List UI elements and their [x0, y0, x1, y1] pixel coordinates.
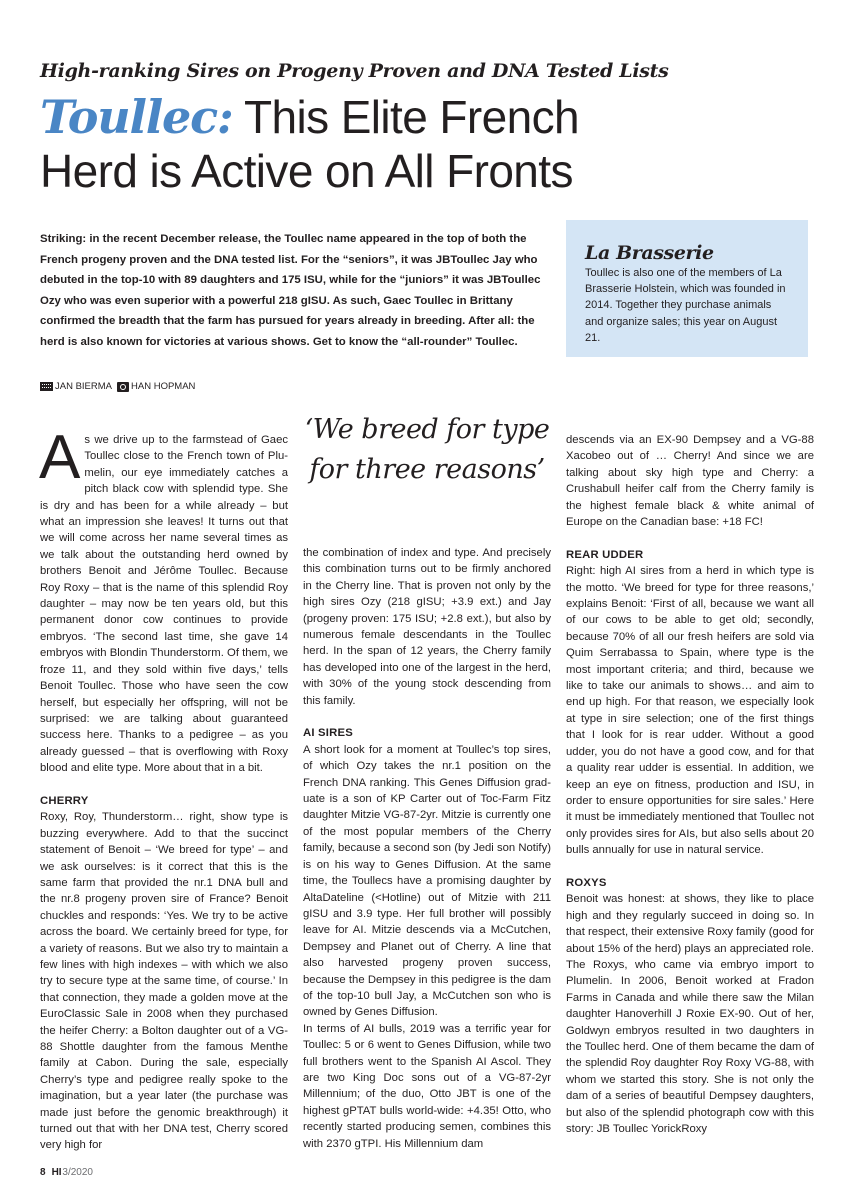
paragraph-ai-sires-continued: descends via an EX-90 Dempsey and a VG-88 Xacobeo out of … Cherry! And since we are talking about sky high type and Cherry: a Crushabull heifer calf from the Cherry family is the highest female black & white animal of Europe on the Canadian base: +18 FC! [566, 434, 814, 529]
section-heading-rear-udder: REAR UDDER [566, 548, 644, 561]
page-title [40, 90, 680, 198]
opening-paragraph-text: s we drive up to the farmstead of Gaec Toullec close to the French town of Plumelin, our eye immediately catches a pitch black cow with splendid type. She is dry and has been for a while already – but what an impression she leaves! It turns out that we will come across her name several times as we talk about the outstanding herd owned by brothers Benoit and Jérôme Toullec. Because Roy Roxy – that is the name of this splendid Roy daughter – may now be ten years old, but this permanent donor cow continues to provide embryos. ‘The second last time, she gave 14 embryos with Blondin Thunderstorm. Of them, we froze 11, and they sold within five days,’ tells Benoit Toullec. Those who have seen the cow herself, but especially her offspring, will not be surprised: we are talking about guaranteed success here. Thanks to a pedigree – as you already guessed – that is overflowing with Roxy blood and elite type. More about that in a bit. [40, 434, 288, 775]
paragraph-ai-sires-1: A short look for a moment at Toullec’s top sires, of which Ozy takes the nr.1 position on the French DNA ranking. This Genes Diffusion graduate is a son of KP Carter out of Toc-Farm Fitz daughter Mitzie VG-87-2yr. Mitzie is currently one of the most popular members of the Cherry family, because a second son (by Jedi son Notify) is on his way to Genes Diffusion. At the same time, the Toullecs have a promising daughter by AltaDateline (<Hotline) out of Mitzie with 211 gISU and 3.9 type. Her full brother will possibly leave for AI. Mitzie descends via a McCutchen, Dempsey and Planet out of Cherry. A line that also harvested progeny proven success, because the Dempsey in this pedigree is the dam of the top-10 bull Jay, a McCutchen son who is owned by Genes Diffusion. [303, 743, 551, 1019]
drop-cap: A [39, 423, 81, 492]
paragraph-roxys: Benoit was honest: at shows, they like to place high and they regularly succeed in doing so. In that respect, their extensive Roxy family (good for about 15% of the herd) plays an appreciated role. The Roxys, who came via embryo import to Plumelin. In 2006, Benoit worked at Fradon Farms in Canada and while there saw the Milan daughter Hanoverhill J Roxie EX-90. Out of her, Goldwyn embryos resulted in two daughters in the Toullec herd. One of them became the dam of the splendid Roy daughter Roy Roxy VG-88, with whom we started this story. She is not only the dam of a series of beautiful Dempsey daughters, but also of the splendid photograph cow with this story: JB Toullec YorickRoxy [566, 893, 815, 1136]
article-kicker: High-ranking Sires on Progeny Proven and DNA Tested Lists [40, 60, 669, 82]
article-column-3 [566, 432, 814, 1137]
paragraph-cherry-continued: the combination of index and type. And precisely this combination turns out to be firmly anchored in the Cherry line. That is proven not only by the high sires Ozy (218 gISU; +3.9 ext.) and Jay (progeny proven: 175 ISU; +2.8 ext.), but also by numerous female descendants in the Toullec herd. In the span of 12 years, the Cherry family has developed into one of the largest in the herd, with 30% of the young stock descending from this family. [303, 547, 551, 707]
camera-icon [117, 382, 129, 392]
page-footer [40, 1167, 93, 1178]
magazine-name: HI [51, 1167, 62, 1178]
sidebar-title: La Brasserie [585, 242, 714, 264]
article-column-1 [39, 423, 288, 1154]
paragraph-ai-sires-2: In terms of AI bulls, 2019 was a terrific year for Toullec: 5 or 6 went to Genes Diffusion, while two full brothers went to the Spanish AI Ascol. They are two King Doc sons out of a VG-87-2yr Millennium; of the duo, Otto JBT is one of the highest gPTAT bulls world-wide: +4.35! Otto, who recently started producing semen, combines this with 2370 gTPI. His Millennium dam [303, 1022, 551, 1150]
article-column-2 [303, 545, 551, 1152]
issue-number: 3/2020 [62, 1167, 93, 1178]
byline-photographer: HAN HOPMAN [131, 381, 196, 392]
paragraph-cherry: Roxy, Roy, Thunderstorm… right, show type is buzzing everywhere. Add to that the succinct statement of Benoit – ‘We breed for type’ – and we ask ourselves: is it correct that this is the same farm that provided the nr.1 DNA bull and the nr.8 progeny proven sire of France? Benoit chuckles and responds: ‘Yes. We try to be active across the board. We certainly breed for type, for a variety of reasons. But we also try to maintain a few lines with high indexes – with which we also try to secure type at the same time, of course.’ In that connection, they made a golden move at the EuroClassic Sale in 2008 when they purchased the heifer Cherry: a Bolton daughter out of a VG-88 Shottle daughter from the famous Menthe family at Cabon. During the sale, especially Cherry’s type and pedigree really spoke to the imagination, but a year later (the purchase was made just before the genomic breakthrough) it turned out that with her DNA test, Cherry scored very high for [40, 811, 288, 1152]
section-heading-ai-sires: AI SIRES [303, 727, 353, 740]
pull-quote: ‘We breed for type for three reasons’ [304, 414, 550, 485]
section-heading-cherry: CHERRY [40, 794, 89, 807]
paragraph-rear-udder: Right: high AI sires from a herd in which type is the motto. ‘We breed for type for three reasons,’ explains Benoit: ‘First of all, because we want all of our cows to be able to get old; secondly, because 70% of all our fresh heifers are sold via Quim Serrabassa to Spain, where type is the most important criteria; and third, because we like to take our animals to shows… and aim to end up high. For that reason, we especially look at type in sire selection; one of the first things that I look for is rear udder. Without a good udder, you do not have a good cow, and for that a quality rear udder is essential. In addition, we keep an eye on fitness, production and ISU, in order to ensure opportunities for sire sales.’ Here it must be immediately mentioned that Toullec not only provides sires for AIs, but also sells about 20 bulls annually for use in natural service. [566, 565, 814, 857]
article-intro: Striking: in the recent December release, the Toullec name appeared in the top of both the French progeny proven and the DNA tested list. For the “seniors”, it was JBToullec Jay who debuted in the top-10 with 89 daughters and 175 ISU, while for the “juniors” it was JBToullec Ozy who was even superior with a powerful 218 gISU. As such, Gaec Toullec in Brittany confirmed the breadth that the farm has pursued for years already in breeding. After all: the herd is also known for victories at various shows. Get to know the “all-rounder” Toullec. [40, 233, 541, 348]
headline-text: This Elite French Herd is Active on All Fronts [40, 91, 579, 197]
sidebar-text: Toullec is also one of the members of La Brasserie Holstein, which was founded in 2014. Together they purchase animals and organize sales; this year on August 21. [585, 267, 786, 344]
page-number: 8 [40, 1167, 46, 1178]
section-heading-roxys: ROXYS [566, 876, 607, 889]
headline-brand: Toullec: [40, 90, 233, 144]
keyboard-icon [40, 382, 53, 391]
opening-paragraph [39, 423, 288, 777]
sidebar-la-brasserie [566, 220, 808, 357]
byline-writer: JAN BIERMA [55, 381, 113, 392]
byline [40, 381, 195, 392]
